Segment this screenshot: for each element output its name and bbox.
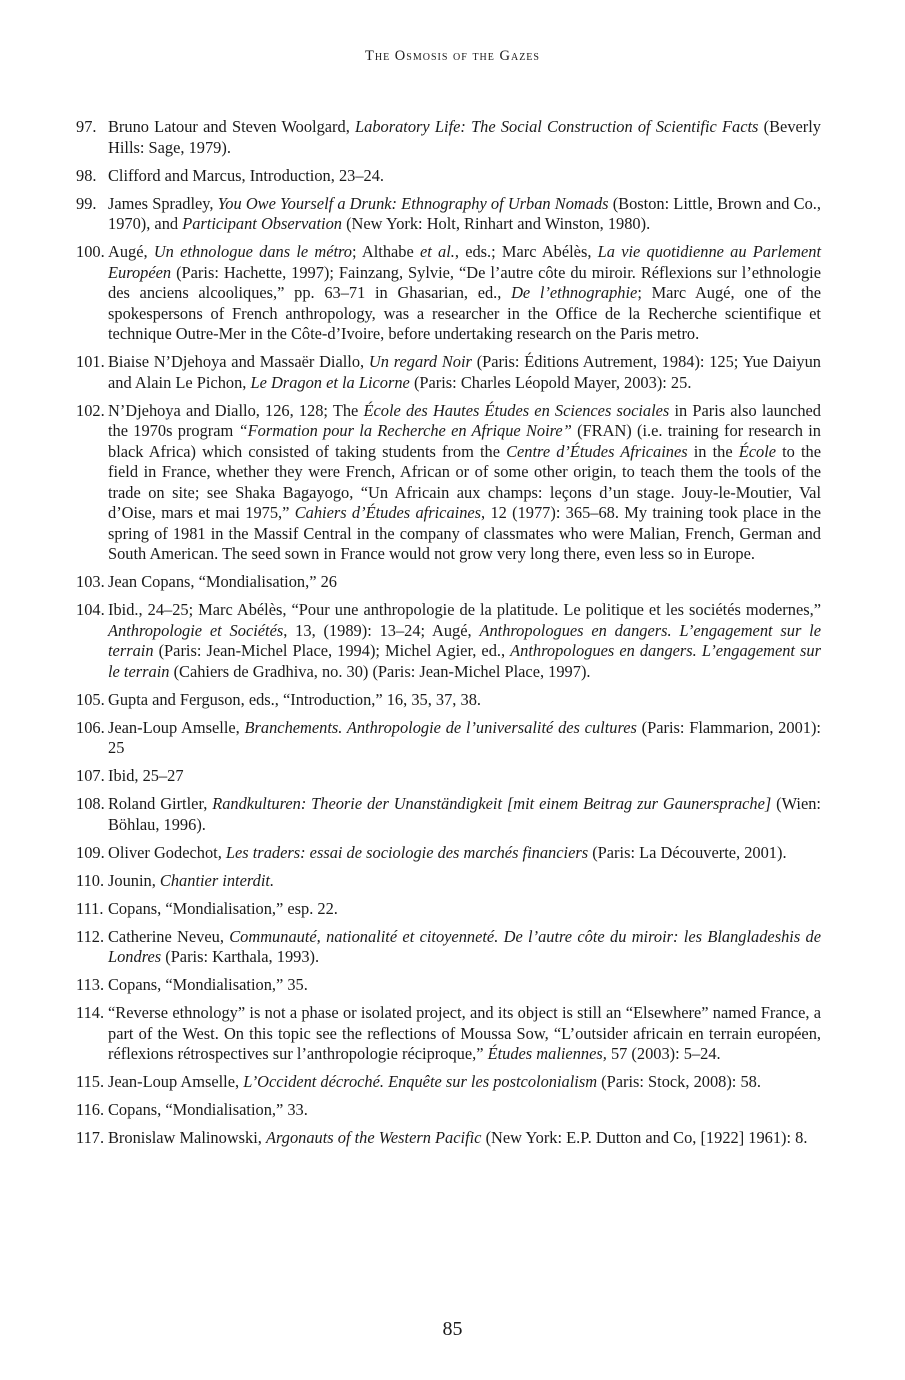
endnote-text-run: (Paris: Hachette, 1997); Fainzang, Sylvie, “De l’autre côte du miroir. Réflexions sur l’ethnologie des anciens alcooliques,” pp. 63–71 in Ghasarian, ed., [108,262,821,302]
endnote-text [108,794,821,835]
endnote-number: 97. [76,117,97,136]
endnote-title-italic: You Owe Yourself a Drunk: Ethnography of Urban Nomads [217,193,609,213]
endnote-text [108,1003,821,1065]
endnote-text [108,927,821,968]
endnote-text-run: Copans, “Mondialisation,” 33. [108,1100,308,1119]
endnote-title-italic: et al. [419,242,455,261]
endnote-text-run: Catherine Neveu, [108,926,230,946]
endnote-text-run: Augé, [108,242,154,261]
endnote [76,975,821,996]
endnote-number: 116. [76,1100,105,1119]
endnote-number: 112. [76,926,105,946]
endnote-text-run: (FRAN) (i.e. training for research in black Africa) which consisted of taking students from the [108,421,821,461]
endnote-text [108,843,821,864]
endnote-number: 101. [76,352,105,371]
endnote [76,242,821,345]
endnote-number: 103. [76,572,105,591]
endnote-title-italic: “Formation pour la Recherche en Afrique Noire” [238,421,572,440]
endnote-number: 117. [76,1128,105,1147]
endnote-text [108,600,821,682]
endnote-title-italic: Communauté, nationalité et citoyenneté. De l’autre côte du miroir: les Blangladeshis de Londres [108,926,821,966]
endnote-text-run: , eds.; Marc Abélès, [454,242,598,261]
endnote-text-run: “Reverse ethnology” is not a phase or isolated project, and its object is still an “Elsewhere” named France, a part of the West. On this topic see the reflections of Moussa Sow, “L’outsider africain en terrain européen, réflexions rétrospectives sur l’anthropologie réciproque,” [108,1003,821,1063]
endnote-text [108,690,821,711]
endnote-text-run: Gupta and Ferguson, eds., “Introduction,” 16, 35, 37, 38. [108,689,481,709]
endnote-number: 102. [76,400,105,420]
endnote-title-italic: Un regard Noir [368,352,472,371]
endnote-title-italic: Laboratory Life: The Social Construction of Scientific Facts [355,117,759,136]
endnote-title-italic: De l’ethnographie [511,283,638,302]
endnote-text-run: Oliver Godechot, [108,842,226,862]
endnote-text-run: Roland Girtler, [108,794,213,813]
endnote-title-italic: Chantier interdit. [159,870,275,890]
endnote-title-italic: École [738,441,777,461]
endnote-title-italic: Argonauts of the Western Pacific [265,1128,482,1147]
endnote-text-run: (Paris: Karthala, 1993). [161,947,320,966]
endnote-text-run: (Boston: Little, Brown and Co., 1970), and [108,193,821,233]
endnote-text-run: Bronislaw Malinowski, [108,1128,266,1147]
endnote-title-italic: École des Hautes Études en Sciences sociales [363,400,670,420]
endnote-text [108,1072,821,1093]
endnote-title-italic: Études maliennes, [487,1044,607,1063]
endnote-text [108,401,821,565]
endnote-text [108,718,821,759]
endnote-text-run: , 13, (1989): 13–24; Augé, [283,620,480,640]
endnote-text [108,1100,821,1121]
endnote-text-run: (Wien: Böhlau, 1996). [108,794,821,834]
endnotes-list [76,117,821,1156]
endnote-title-italic: Anthropologie et Sociétés [108,620,284,640]
endnote-text-run: Copans, “Mondialisation,” 35. [108,975,308,994]
endnote-title-italic: Les traders: essai de sociologie des marchés financiers [225,842,589,862]
endnote-text [108,1128,821,1149]
endnote [76,1100,821,1121]
endnote-number: 100. [76,242,105,261]
endnote-text-run: ; Althabe [352,242,420,261]
endnote-text-run: (Paris: Charles Léopold Mayer, 2003): 25. [409,372,692,392]
endnote [76,690,821,711]
endnote [76,718,821,759]
endnote-text [108,899,821,920]
endnote-number: 99. [76,193,97,213]
endnote-title-italic: Branchements. Anthropologie de l’universalité des cultures [244,717,637,737]
endnote-title-italic: L’Occident décroché. Enquête sur les postcolonialism [243,1072,598,1091]
endnote-text-run: Bruno Latour and Steven Woolgard, [108,117,356,136]
endnote-title-italic: Anthropologues en dangers. L’engagement sur le terrain [108,641,821,681]
endnote-text [108,166,821,187]
page-number: 85 [442,1318,463,1340]
endnote-text-run: (Cahiers de Gradhiva, no. 30) (Paris: Jean-Michel Place, 1997). [169,661,591,681]
endnote-title-italic: Un ethnologue dans le métro [153,242,352,261]
endnote-text [108,766,821,787]
endnote [76,401,821,565]
endnote-text-run: Jean-Loup Amselle, [108,717,245,737]
endnote [76,1072,821,1093]
endnote-text-run: Ibid., 24–25; Marc Abélès, “Pour une anthropologie de la platitude. Le politique et les sociétés modernes,” [108,600,821,619]
endnote-number: 104. [76,600,105,619]
endnote-number: 106. [76,717,105,737]
endnote-text-run: (Paris: Flammarion, 2001): 25 [108,717,821,757]
endnote-title-italic: Le Dragon et la Licorne [250,372,410,392]
endnote-number: 115. [76,1072,105,1091]
endnote [76,1128,821,1149]
endnote-text-run: to the field in France, whether they were French, African or of some other origin, to teach them the tools of the trade on site; see Shaka Bagayogo, “Un Africain aux champs: leçons d’un stage. Jouy-le-Moutier, Val d’Oise, mars et mai 1975,” [108,441,822,522]
endnote-text-run: Ibid, 25–27 [108,766,184,785]
endnote-text-run: Jean-Loup Amselle, [108,1072,244,1091]
endnote [76,766,821,787]
endnote-number: 111. [76,898,104,918]
endnote-text-run: , 12 (1977): 365–68. My training took place in the spring of 1981 in the Massif Central in the company of classmates who were Malian, French, German and South American. The seed sown in France would not grow very long there, even less so in Europe. [108,503,821,563]
endnote-number: 110. [76,870,105,890]
endnote-text [108,194,821,235]
endnote [76,1003,821,1065]
endnote-number: 113. [76,975,105,994]
endnote-text-run: (Paris: Stock, 2008): 58. [597,1072,761,1091]
endnote-number: 105. [76,689,105,709]
endnote-text-run: Jean Copans, “Mondialisation,” 26 [108,572,337,591]
endnote [76,843,821,864]
endnote [76,600,821,682]
endnote-title-italic: La vie quotidienne au Parlement Européen [108,242,822,282]
endnote-text-run: (New York: E.P. Dutton and Co, [1922] 1961): 8. [481,1128,808,1147]
endnote [76,352,821,393]
endnote-title-italic: Centre d’Études Africaines [506,441,688,461]
endnote-text-run: (Paris: Jean-Michel Place, 1994); Michel Agier, ed., [153,641,511,660]
endnote-text [108,871,821,892]
endnote-text [108,572,821,593]
endnote-text-run: Copans, “Mondialisation,” esp. 22. [108,898,338,918]
endnote [76,166,821,187]
endnote-text [108,242,821,345]
endnote [76,871,821,892]
endnote-text-run: Biaise N’Djehoya and Massaër Diallo, [108,352,369,371]
endnote [76,899,821,920]
endnote-text-run: (Paris: La Découverte, 2001). [588,842,787,862]
endnote-number: 109. [76,842,105,862]
endnote-text [108,117,821,158]
endnote-title-italic: Cahiers d’Études africaines [294,503,482,522]
endnote [76,927,821,968]
endnote-title-italic: Anthropologues en dangers. L’engagement sur le terrain [108,620,821,660]
endnote-title-italic: Randkulturen: Theorie der Unanständigkeit [mit einem Beitrag zur Gaunersprache] [212,794,772,813]
endnote-text-run: (Beverly Hills: Sage, 1979). [108,117,821,157]
endnote [76,572,821,593]
endnote-number: 108. [76,794,105,813]
endnote-number: 98. [76,165,97,185]
endnote-text-run: Clifford and Marcus, Introduction, 23–24. [108,165,385,185]
endnote [76,194,821,235]
endnote-text-run: in Paris also launched the 1970s program [108,400,821,440]
endnote-text [108,352,821,393]
running-head: The Osmosis of the Gazes [365,48,540,64]
endnote-number: 114. [76,1003,105,1022]
endnote-title-italic: Participant Observation [182,214,342,233]
endnote-text-run: Jounin, [108,870,160,890]
endnote-text-run: ; Marc Augé, one of the spokespersons of French anthropology, was a researcher in the Office de la Recherche scientifique et technique Outre-Mer in the Côte-d’Ivoire, before undertaking research on the Paris metro. [108,283,822,343]
endnote [76,794,821,835]
endnote-text-run: (New York: Holt, Rinhart and Winston, 1980). [342,214,651,233]
endnote-text-run: 57 (2003): 5–24. [606,1044,721,1063]
endnote-text [108,975,821,996]
endnote-text-run: in the [687,441,739,461]
endnote-text-run: James Spradley, [108,193,218,213]
endnote-number: 107. [76,766,105,785]
endnote-text-run: (Paris: Éditions Autrement, 1984): 125; Yue Daiyun and Alain Le Pichon, [108,352,822,392]
endnote-text-run: N’Djehoya and Diallo, 126, 128; The [108,400,364,420]
endnote [76,117,821,158]
